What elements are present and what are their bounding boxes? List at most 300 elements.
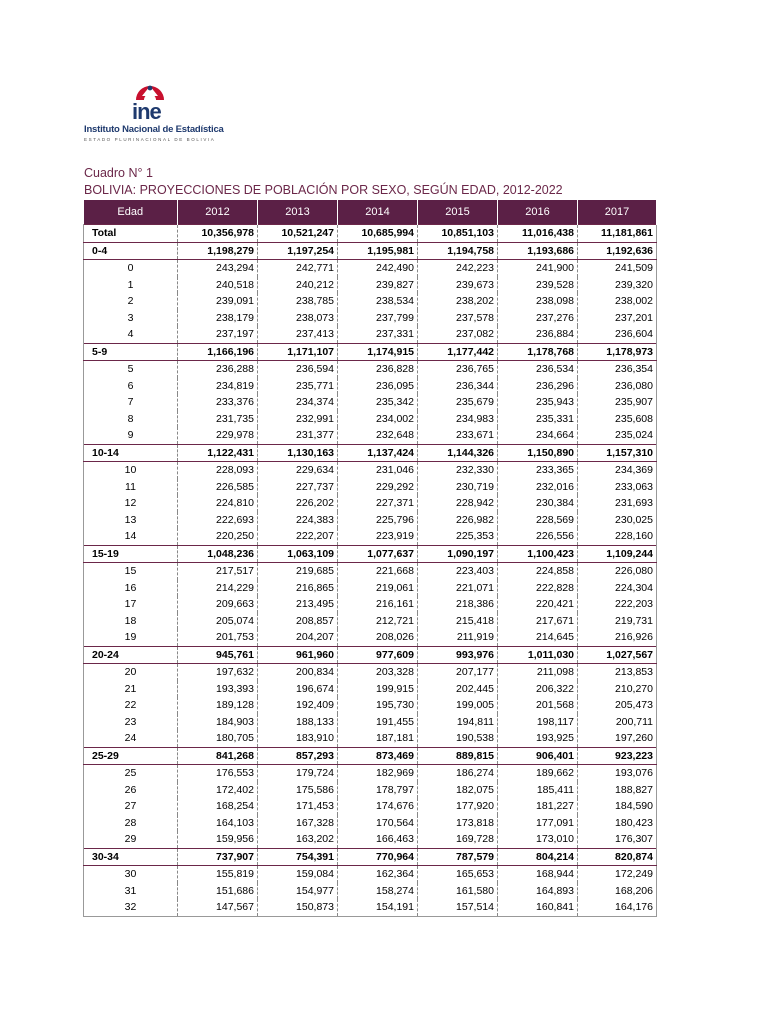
value-cell: 214,645 bbox=[498, 629, 578, 646]
value-cell: 737,907 bbox=[178, 848, 258, 866]
logo-wordmark: ine bbox=[132, 99, 161, 124]
value-cell: 224,810 bbox=[178, 495, 258, 512]
value-cell: 216,865 bbox=[258, 580, 338, 597]
value-cell: 200,711 bbox=[578, 714, 657, 731]
table-row bbox=[84, 411, 657, 428]
value-cell: 178,797 bbox=[338, 782, 418, 799]
value-cell: 232,648 bbox=[338, 427, 418, 444]
value-cell: 240,212 bbox=[258, 277, 338, 294]
value-cell: 10,521,247 bbox=[258, 225, 338, 243]
value-cell: 977,609 bbox=[338, 646, 418, 664]
header-year: 2017 bbox=[578, 200, 657, 225]
value-cell: 222,828 bbox=[498, 580, 578, 597]
age-cell: 18 bbox=[84, 613, 178, 630]
value-cell: 180,705 bbox=[178, 730, 258, 747]
age-cell: Total bbox=[84, 225, 178, 243]
value-cell: 229,292 bbox=[338, 479, 418, 496]
value-cell: 209,663 bbox=[178, 596, 258, 613]
value-cell: 1,090,197 bbox=[418, 545, 498, 563]
value-cell: 238,002 bbox=[578, 293, 657, 310]
value-cell: 236,080 bbox=[578, 378, 657, 395]
value-cell: 234,369 bbox=[578, 462, 657, 479]
value-cell: 804,214 bbox=[498, 848, 578, 866]
value-cell: 234,374 bbox=[258, 394, 338, 411]
value-cell: 164,176 bbox=[578, 899, 657, 916]
value-cell: 236,604 bbox=[578, 326, 657, 343]
value-cell: 205,473 bbox=[578, 697, 657, 714]
value-cell: 187,181 bbox=[338, 730, 418, 747]
value-cell: 1,195,981 bbox=[338, 242, 418, 260]
value-cell: 181,227 bbox=[498, 798, 578, 815]
table-row bbox=[84, 883, 657, 900]
value-cell: 1,192,636 bbox=[578, 242, 657, 260]
value-cell: 1,109,244 bbox=[578, 545, 657, 563]
table-row bbox=[84, 866, 657, 883]
age-cell: 24 bbox=[84, 730, 178, 747]
age-cell: 30-34 bbox=[84, 848, 178, 866]
header-year: 2013 bbox=[258, 200, 338, 225]
value-cell: 238,785 bbox=[258, 293, 338, 310]
value-cell: 198,117 bbox=[498, 714, 578, 731]
value-cell: 173,818 bbox=[418, 815, 498, 832]
value-cell: 228,569 bbox=[498, 512, 578, 529]
value-cell: 189,128 bbox=[178, 697, 258, 714]
value-cell: 230,025 bbox=[578, 512, 657, 529]
value-cell: 993,976 bbox=[418, 646, 498, 664]
value-cell: 155,819 bbox=[178, 866, 258, 883]
value-cell: 212,721 bbox=[338, 613, 418, 630]
value-cell: 220,250 bbox=[178, 528, 258, 545]
age-cell: 0 bbox=[84, 260, 178, 277]
value-cell: 235,342 bbox=[338, 394, 418, 411]
value-cell: 235,943 bbox=[498, 394, 578, 411]
value-cell: 1,011,030 bbox=[498, 646, 578, 664]
value-cell: 889,815 bbox=[418, 747, 498, 765]
age-cell: 25-29 bbox=[84, 747, 178, 765]
age-cell: 1 bbox=[84, 277, 178, 294]
value-cell: 236,828 bbox=[338, 361, 418, 378]
age-cell: 6 bbox=[84, 378, 178, 395]
age-cell: 13 bbox=[84, 512, 178, 529]
table-group-row bbox=[84, 848, 657, 866]
value-cell: 196,674 bbox=[258, 681, 338, 698]
value-cell: 1,171,107 bbox=[258, 343, 338, 361]
value-cell: 223,403 bbox=[418, 563, 498, 580]
value-cell: 222,203 bbox=[578, 596, 657, 613]
value-cell: 199,005 bbox=[418, 697, 498, 714]
value-cell: 183,910 bbox=[258, 730, 338, 747]
table-title: BOLIVIA: PROYECCIONES DE POBLACIÓN POR SEXO, SEGÚN EDAD, 2012-2022 bbox=[84, 183, 563, 197]
value-cell: 192,409 bbox=[258, 697, 338, 714]
value-cell: 177,091 bbox=[498, 815, 578, 832]
value-cell: 238,098 bbox=[498, 293, 578, 310]
table-row bbox=[84, 730, 657, 747]
value-cell: 176,307 bbox=[578, 831, 657, 848]
value-cell: 239,673 bbox=[418, 277, 498, 294]
table-caption: Cuadro N° 1 bbox=[84, 166, 153, 180]
value-cell: 1,137,424 bbox=[338, 444, 418, 462]
table-row bbox=[84, 462, 657, 479]
value-cell: 150,873 bbox=[258, 899, 338, 916]
value-cell: 232,016 bbox=[498, 479, 578, 496]
table-group-row bbox=[84, 747, 657, 765]
age-cell: 5-9 bbox=[84, 343, 178, 361]
value-cell: 168,206 bbox=[578, 883, 657, 900]
value-cell: 238,179 bbox=[178, 310, 258, 327]
value-cell: 161,580 bbox=[418, 883, 498, 900]
value-cell: 237,197 bbox=[178, 326, 258, 343]
value-cell: 226,556 bbox=[498, 528, 578, 545]
age-cell: 21 bbox=[84, 681, 178, 698]
value-cell: 1,048,236 bbox=[178, 545, 258, 563]
value-cell: 163,202 bbox=[258, 831, 338, 848]
value-cell: 1,063,109 bbox=[258, 545, 338, 563]
age-cell: 10 bbox=[84, 462, 178, 479]
value-cell: 200,834 bbox=[258, 664, 338, 681]
value-cell: 216,161 bbox=[338, 596, 418, 613]
value-cell: 236,344 bbox=[418, 378, 498, 395]
table-row bbox=[84, 394, 657, 411]
value-cell: 184,903 bbox=[178, 714, 258, 731]
age-cell: 26 bbox=[84, 782, 178, 799]
value-cell: 231,046 bbox=[338, 462, 418, 479]
value-cell: 242,490 bbox=[338, 260, 418, 277]
value-cell: 193,925 bbox=[498, 730, 578, 747]
logo-institution-name: Instituto Nacional de Estadística bbox=[84, 124, 224, 135]
value-cell: 1,100,423 bbox=[498, 545, 578, 563]
age-cell: 32 bbox=[84, 899, 178, 916]
value-cell: 237,201 bbox=[578, 310, 657, 327]
header-year: 2016 bbox=[498, 200, 578, 225]
value-cell: 188,133 bbox=[258, 714, 338, 731]
value-cell: 242,223 bbox=[418, 260, 498, 277]
value-cell: 233,063 bbox=[578, 479, 657, 496]
value-cell: 185,411 bbox=[498, 782, 578, 799]
age-cell: 22 bbox=[84, 697, 178, 714]
age-cell: 8 bbox=[84, 411, 178, 428]
value-cell: 10,356,978 bbox=[178, 225, 258, 243]
value-cell: 236,884 bbox=[498, 326, 578, 343]
value-cell: 197,260 bbox=[578, 730, 657, 747]
table-row bbox=[84, 378, 657, 395]
age-cell: 15-19 bbox=[84, 545, 178, 563]
value-cell: 227,371 bbox=[338, 495, 418, 512]
age-cell: 15 bbox=[84, 563, 178, 580]
age-cell: 12 bbox=[84, 495, 178, 512]
value-cell: 184,590 bbox=[578, 798, 657, 815]
value-cell: 211,919 bbox=[418, 629, 498, 646]
value-cell: 166,463 bbox=[338, 831, 418, 848]
value-cell: 224,304 bbox=[578, 580, 657, 597]
value-cell: 158,274 bbox=[338, 883, 418, 900]
value-cell: 219,685 bbox=[258, 563, 338, 580]
value-cell: 239,827 bbox=[338, 277, 418, 294]
value-cell: 235,771 bbox=[258, 378, 338, 395]
age-cell: 28 bbox=[84, 815, 178, 832]
value-cell: 229,634 bbox=[258, 462, 338, 479]
ine-logo-mark-icon bbox=[134, 72, 166, 102]
table-group-row bbox=[84, 646, 657, 664]
value-cell: 173,010 bbox=[498, 831, 578, 848]
value-cell: 167,328 bbox=[258, 815, 338, 832]
value-cell: 199,915 bbox=[338, 681, 418, 698]
table-row bbox=[84, 361, 657, 378]
value-cell: 215,418 bbox=[418, 613, 498, 630]
value-cell: 151,686 bbox=[178, 883, 258, 900]
value-cell: 177,920 bbox=[418, 798, 498, 815]
table-row bbox=[84, 782, 657, 799]
value-cell: 231,377 bbox=[258, 427, 338, 444]
value-cell: 236,095 bbox=[338, 378, 418, 395]
age-cell: 23 bbox=[84, 714, 178, 731]
age-cell: 25 bbox=[84, 765, 178, 782]
value-cell: 1,077,637 bbox=[338, 545, 418, 563]
value-cell: 236,765 bbox=[418, 361, 498, 378]
value-cell: 236,288 bbox=[178, 361, 258, 378]
table-row bbox=[84, 714, 657, 731]
value-cell: 857,293 bbox=[258, 747, 338, 765]
value-cell: 221,071 bbox=[418, 580, 498, 597]
value-cell: 203,328 bbox=[338, 664, 418, 681]
value-cell: 172,249 bbox=[578, 866, 657, 883]
value-cell: 234,002 bbox=[338, 411, 418, 428]
value-cell: 236,354 bbox=[578, 361, 657, 378]
value-cell: 1,178,768 bbox=[498, 343, 578, 361]
value-cell: 11,016,438 bbox=[498, 225, 578, 243]
table-body bbox=[84, 225, 657, 917]
value-cell: 1,150,890 bbox=[498, 444, 578, 462]
header-edad: Edad bbox=[84, 200, 178, 225]
value-cell: 157,514 bbox=[418, 899, 498, 916]
table-row bbox=[84, 697, 657, 714]
value-cell: 10,851,103 bbox=[418, 225, 498, 243]
value-cell: 820,874 bbox=[578, 848, 657, 866]
table-row bbox=[84, 479, 657, 496]
value-cell: 1,193,686 bbox=[498, 242, 578, 260]
age-cell: 17 bbox=[84, 596, 178, 613]
value-cell: 193,393 bbox=[178, 681, 258, 698]
table-row bbox=[84, 629, 657, 646]
value-cell: 237,413 bbox=[258, 326, 338, 343]
value-cell: 222,693 bbox=[178, 512, 258, 529]
value-cell: 190,538 bbox=[418, 730, 498, 747]
value-cell: 238,534 bbox=[338, 293, 418, 310]
value-cell: 171,453 bbox=[258, 798, 338, 815]
value-cell: 219,061 bbox=[338, 580, 418, 597]
value-cell: 175,586 bbox=[258, 782, 338, 799]
value-cell: 237,276 bbox=[498, 310, 578, 327]
table-group-row bbox=[84, 545, 657, 563]
value-cell: 236,296 bbox=[498, 378, 578, 395]
value-cell: 193,076 bbox=[578, 765, 657, 782]
value-cell: 165,653 bbox=[418, 866, 498, 883]
value-cell: 1,157,310 bbox=[578, 444, 657, 462]
value-cell: 226,982 bbox=[418, 512, 498, 529]
value-cell: 242,771 bbox=[258, 260, 338, 277]
value-cell: 205,074 bbox=[178, 613, 258, 630]
value-cell: 1,122,431 bbox=[178, 444, 258, 462]
logo-subtitle: ESTADO PLURINACIONAL DE BOLIVIA bbox=[84, 137, 216, 142]
value-cell: 230,384 bbox=[498, 495, 578, 512]
value-cell: 219,731 bbox=[578, 613, 657, 630]
header-year: 2012 bbox=[178, 200, 258, 225]
age-cell: 3 bbox=[84, 310, 178, 327]
value-cell: 1,144,326 bbox=[418, 444, 498, 462]
value-cell: 787,579 bbox=[418, 848, 498, 866]
value-cell: 229,978 bbox=[178, 427, 258, 444]
age-cell: 14 bbox=[84, 528, 178, 545]
value-cell: 235,907 bbox=[578, 394, 657, 411]
value-cell: 221,668 bbox=[338, 563, 418, 580]
age-cell: 5 bbox=[84, 361, 178, 378]
value-cell: 207,177 bbox=[418, 664, 498, 681]
value-cell: 234,664 bbox=[498, 427, 578, 444]
header-year: 2014 bbox=[338, 200, 418, 225]
value-cell: 159,084 bbox=[258, 866, 338, 883]
value-cell: 147,567 bbox=[178, 899, 258, 916]
table-row bbox=[84, 528, 657, 545]
value-cell: 208,026 bbox=[338, 629, 418, 646]
value-cell: 241,900 bbox=[498, 260, 578, 277]
value-cell: 191,455 bbox=[338, 714, 418, 731]
value-cell: 227,737 bbox=[258, 479, 338, 496]
value-cell: 204,207 bbox=[258, 629, 338, 646]
value-cell: 168,944 bbox=[498, 866, 578, 883]
value-cell: 240,518 bbox=[178, 277, 258, 294]
age-cell: 0-4 bbox=[84, 242, 178, 260]
value-cell: 1,174,915 bbox=[338, 343, 418, 361]
value-cell: 239,320 bbox=[578, 277, 657, 294]
table-row bbox=[84, 899, 657, 916]
value-cell: 945,761 bbox=[178, 646, 258, 664]
table-row bbox=[84, 580, 657, 597]
value-cell: 180,423 bbox=[578, 815, 657, 832]
value-cell: 194,811 bbox=[418, 714, 498, 731]
age-cell: 4 bbox=[84, 326, 178, 343]
age-cell: 11 bbox=[84, 479, 178, 496]
value-cell: 224,858 bbox=[498, 563, 578, 580]
value-cell: 211,098 bbox=[498, 664, 578, 681]
table-row bbox=[84, 427, 657, 444]
table-row bbox=[84, 495, 657, 512]
value-cell: 238,073 bbox=[258, 310, 338, 327]
table-group-row bbox=[84, 242, 657, 260]
value-cell: 236,594 bbox=[258, 361, 338, 378]
value-cell: 174,676 bbox=[338, 798, 418, 815]
value-cell: 232,330 bbox=[418, 462, 498, 479]
value-cell: 237,331 bbox=[338, 326, 418, 343]
value-cell: 1,027,567 bbox=[578, 646, 657, 664]
value-cell: 237,578 bbox=[418, 310, 498, 327]
value-cell: 224,383 bbox=[258, 512, 338, 529]
table-row bbox=[84, 596, 657, 613]
value-cell: 237,799 bbox=[338, 310, 418, 327]
value-cell: 235,024 bbox=[578, 427, 657, 444]
value-cell: 201,753 bbox=[178, 629, 258, 646]
value-cell: 225,796 bbox=[338, 512, 418, 529]
age-cell: 27 bbox=[84, 798, 178, 815]
value-cell: 231,693 bbox=[578, 495, 657, 512]
value-cell: 233,376 bbox=[178, 394, 258, 411]
value-cell: 220,421 bbox=[498, 596, 578, 613]
value-cell: 906,401 bbox=[498, 747, 578, 765]
value-cell: 201,568 bbox=[498, 697, 578, 714]
table-row bbox=[84, 831, 657, 848]
age-cell: 10-14 bbox=[84, 444, 178, 462]
value-cell: 213,495 bbox=[258, 596, 338, 613]
table-row bbox=[84, 613, 657, 630]
table-header-row bbox=[84, 200, 657, 225]
table-group-row bbox=[84, 343, 657, 361]
value-cell: 923,223 bbox=[578, 747, 657, 765]
value-cell: 1,130,163 bbox=[258, 444, 338, 462]
value-cell: 238,202 bbox=[418, 293, 498, 310]
value-cell: 228,160 bbox=[578, 528, 657, 545]
age-cell: 29 bbox=[84, 831, 178, 848]
value-cell: 232,991 bbox=[258, 411, 338, 428]
table-row bbox=[84, 765, 657, 782]
value-cell: 154,191 bbox=[338, 899, 418, 916]
value-cell: 230,719 bbox=[418, 479, 498, 496]
table-row bbox=[84, 512, 657, 529]
value-cell: 210,270 bbox=[578, 681, 657, 698]
value-cell: 188,827 bbox=[578, 782, 657, 799]
value-cell: 195,730 bbox=[338, 697, 418, 714]
value-cell: 189,662 bbox=[498, 765, 578, 782]
value-cell: 186,274 bbox=[418, 765, 498, 782]
value-cell: 235,331 bbox=[498, 411, 578, 428]
age-cell: 9 bbox=[84, 427, 178, 444]
value-cell: 223,919 bbox=[338, 528, 418, 545]
value-cell: 754,391 bbox=[258, 848, 338, 866]
table-row bbox=[84, 277, 657, 294]
age-cell: 19 bbox=[84, 629, 178, 646]
value-cell: 179,724 bbox=[258, 765, 338, 782]
value-cell: 218,386 bbox=[418, 596, 498, 613]
table-row bbox=[84, 664, 657, 681]
age-cell: 2 bbox=[84, 293, 178, 310]
value-cell: 1,177,442 bbox=[418, 343, 498, 361]
value-cell: 159,956 bbox=[178, 831, 258, 848]
table-group-row bbox=[84, 225, 657, 243]
value-cell: 1,166,196 bbox=[178, 343, 258, 361]
value-cell: 214,229 bbox=[178, 580, 258, 597]
value-cell: 239,091 bbox=[178, 293, 258, 310]
table-row bbox=[84, 563, 657, 580]
value-cell: 154,977 bbox=[258, 883, 338, 900]
value-cell: 182,075 bbox=[418, 782, 498, 799]
value-cell: 225,353 bbox=[418, 528, 498, 545]
value-cell: 206,322 bbox=[498, 681, 578, 698]
value-cell: 239,528 bbox=[498, 277, 578, 294]
age-cell: 7 bbox=[84, 394, 178, 411]
value-cell: 241,509 bbox=[578, 260, 657, 277]
age-cell: 31 bbox=[84, 883, 178, 900]
value-cell: 160,841 bbox=[498, 899, 578, 916]
value-cell: 170,564 bbox=[338, 815, 418, 832]
value-cell: 228,942 bbox=[418, 495, 498, 512]
age-cell: 16 bbox=[84, 580, 178, 597]
value-cell: 231,735 bbox=[178, 411, 258, 428]
value-cell: 226,202 bbox=[258, 495, 338, 512]
value-cell: 213,853 bbox=[578, 664, 657, 681]
header-year: 2015 bbox=[418, 200, 498, 225]
value-cell: 182,969 bbox=[338, 765, 418, 782]
value-cell: 217,671 bbox=[498, 613, 578, 630]
value-cell: 228,093 bbox=[178, 462, 258, 479]
value-cell: 233,365 bbox=[498, 462, 578, 479]
table-row bbox=[84, 798, 657, 815]
